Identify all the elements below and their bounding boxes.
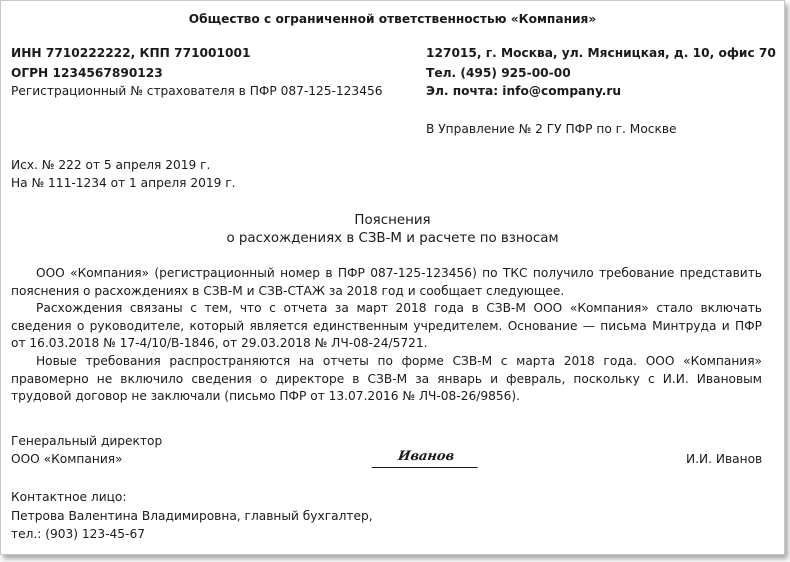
body-paragraph: ООО «Компания» (регистрационный номер в ПФР 087-125-123456) по ТКС получило требование представить пояснения о расхождениях в СЗВ-М и СЗВ-СТАЖ за 2018 год и сообщает следующее. (11, 266, 762, 298)
recipient: В Управление № 2 ГУ ПФР по г. Москве (426, 122, 677, 136)
company-email: Эл. почта: info@company.ru (426, 84, 622, 98)
pfr-registration: Регистрационный № страхователя в ПФР 087-125-123456 (11, 84, 383, 98)
document-body (11, 265, 762, 406)
document-subtitle: о расхождениях в СЗВ-М и расчете по взносам (226, 231, 559, 246)
contact-label: Контактное лицо: (11, 490, 127, 504)
signer-name: И.И. Иванов (686, 452, 763, 466)
ogrn: ОГРН 1234567890123 (11, 66, 163, 80)
body-paragraph: Расхождения связаны с тем, что с отчета за март 2018 года в СЗВ-М ООО «Компания» стало включать сведения о руководителе, который является единственным учредителем. Основание — письма Минтруда и ПФР от 16.03.2018 № 17-4/10/В-1846, от 29.03.2018 № ЛЧ-08-24/5721. (11, 301, 762, 351)
contact-person: Петрова Валентина Владимировна, главный бухгалтер, (11, 509, 373, 523)
contact-phone: тел.: (903) 123-45-67 (11, 527, 145, 541)
outgoing-number: Исх. № 222 от 5 апреля 2019 г. (11, 158, 211, 172)
company-address: 127015, г. Москва, ул. Мясницкая, д. 10, офис 70 (426, 46, 776, 60)
inn-kpp: ИНН 7710222222, КПП 771001001 (11, 46, 251, 60)
document-title: Пояснения (354, 213, 431, 228)
handwritten-signature: Иванов (372, 447, 481, 468)
signer-company: ООО «Компания» (11, 452, 123, 466)
body-paragraph: Новые требования распространяются на отчеты по форме СЗВ-М с марта 2018 года. ООО «Компания» правомерно не включило сведения о директоре в СЗВ-М за январь и февраль, поскольку с И.И. Ивановым трудовой договор не заключали (письмо ПФР от 13.07.2016 № ЛЧ-08-26/9856). (11, 353, 762, 404)
signer-position: Генеральный директор (11, 434, 163, 448)
company-phone: Тел. (495) 925-00-00 (426, 66, 571, 80)
organization-title: Общество с ограниченной ответственностью «Компания» (188, 12, 597, 26)
reply-reference: На № 111-1234 от 1 апреля 2019 г. (11, 176, 236, 190)
